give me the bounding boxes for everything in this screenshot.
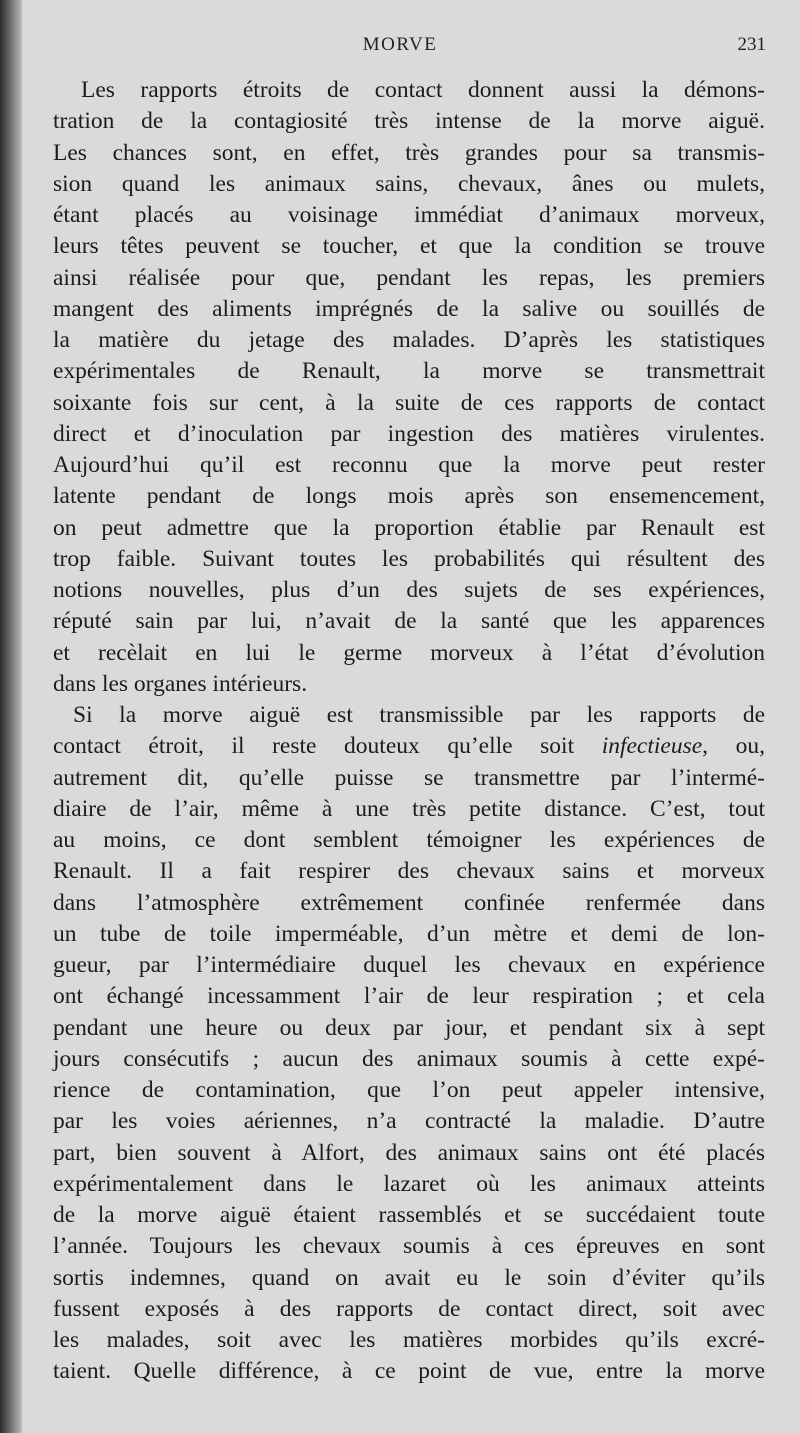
text-line: par les voies aériennes, n’a contracté la maladie. D’autre (53, 1108, 765, 1135)
text-line: les malades, soit avec les matières morbides qu’ils excré- (53, 1327, 765, 1353)
text-line: notions nouvelles, plus d’un des sujets de ses expériences, (53, 577, 765, 603)
text-line: et recèlait en lui le germe morveux à l’état d’évolution (53, 639, 765, 666)
text-line: Si la morve aiguë est transmissible par les rapports de (73, 702, 765, 728)
running-header (0, 34, 800, 58)
text-line: latente pendant de longs mois après son ensemencement, (53, 483, 765, 510)
text-line: on peut admettre que la proportion établie par Renault est (53, 514, 765, 541)
text-line: réputé sain par lui, n’avait de la santé que les apparences (53, 608, 765, 635)
text-line: mangent des aliments imprégnés de la salive ou souillés de (53, 295, 765, 322)
text-line: tration de la contagiosité très intense de la morve aiguë. (53, 108, 765, 135)
text-line: dans l’atmosphère extrêmement confinée renfermée dans (53, 889, 765, 916)
text-line: direct et d’inoculation par ingestion des matières virulentes. (53, 420, 765, 447)
body-text (53, 75, 765, 1388)
text-line: de la morve aiguë étaient rassemblés et se succédaient toute (53, 1202, 765, 1228)
text-line: part, bien souvent à Alfort, des animaux sains ont été placés (53, 1139, 765, 1166)
text-line: expérimentalement dans le lazaret où les animaux atteints (53, 1170, 765, 1197)
emphasized-word: infectieuse (601, 733, 703, 760)
text-line: l’année. Toujours les chevaux soumis à ces épreuves en sont (53, 1233, 765, 1260)
text-line: expérimentales de Renault, la morve se transmettrait (53, 358, 765, 385)
text-line: étant placés au voisinage immédiat d’animaux morveux, (53, 202, 765, 228)
text-line: Renault. Il a fait respirer des chevaux sains et morveux (53, 858, 765, 885)
text-line: taient. Quelle différence, à ce point de vue, entre la morve (53, 1358, 765, 1385)
text-line: ont échangé incessamment l’air de leur respiration ; et cela (53, 983, 765, 1010)
text-line: la matière du jetage des malades. D’après les statistiques (53, 327, 765, 353)
text-line: jours consécutifs ; aucun des animaux soumis à cette expé- (53, 1045, 765, 1072)
text-line: Les rapports étroits de contact donnent aussi la démons- (81, 77, 765, 103)
text-line: sion quand les animaux sains, chevaux, ânes ou mulets, (53, 170, 765, 197)
text-line: soixante fois sur cent, à la suite de ces rapports de contact (53, 389, 765, 416)
text-line: ainsi réalisée pour que, pendant les repas, les premiers (53, 264, 765, 291)
text-line: Les chances sont, en effet, très grandes pour sa transmis- (53, 139, 765, 166)
text-line: sortis indemnes, quand on avait eu le soin d’éviter qu’ils (53, 1264, 765, 1291)
running-title: MORVE (362, 34, 438, 55)
text-line: leurs têtes peuvent se toucher, et que la condition se trouve (53, 233, 765, 260)
text-line: pendant une heure ou deux par jour, et pendant six à sept (53, 1014, 765, 1041)
text-line: dans les organes intérieurs. (53, 670, 308, 697)
text-line: rience de contamination, que l’on peut appeler intensive, (53, 1077, 765, 1103)
text-line: un tube de toile imperméable, d’un mètre et demi de lon- (53, 920, 765, 947)
text-line: fussent exposés à des rapports de contact direct, soit avec (53, 1295, 765, 1322)
text-segment: contact étroit, il reste douteux qu’elle soit (53, 733, 575, 760)
text-segment: , ou, (702, 733, 765, 760)
text-line: Aujourd’hui qu’il est reconnu que la morve peut rester (53, 452, 765, 478)
text-line: diaire de l’air, même à une très petite distance. C’est, tout (53, 795, 765, 822)
page-number: 231 (737, 34, 766, 55)
text-line-with-emphasis (53, 731, 765, 762)
text-line: autrement dit, qu’elle puisse se transmettre par l’intermé- (53, 764, 765, 791)
text-line: au moins, ce dont semblent témoigner les expériences de (53, 827, 765, 853)
text-line: trop faible. Suivant toutes les probabilités qui résultent des (53, 545, 765, 572)
page-binding-shadow (0, 0, 22, 1433)
text-line: gueur, par l’intermédiaire duquel les chevaux en expérience (53, 952, 765, 978)
